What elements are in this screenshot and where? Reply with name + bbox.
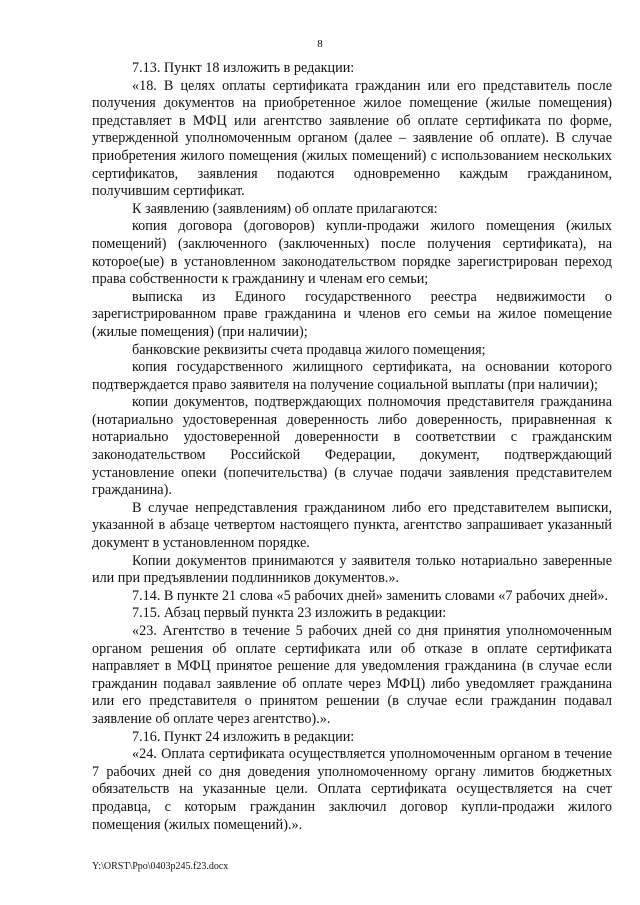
paragraph: копия договора (договоров) купли-продажи жилого помещения (жилых помещений) (заключенного (заключенных) после получения сертификата), на которое(ые) в установленном законодательством порядке зарегистрирован переход права собственности к гражданину и членам его семьи; xyxy=(92,218,612,288)
document-body xyxy=(92,60,612,834)
paragraph: «24. Оплата сертификата осуществляется уполномоченным органом в течение 7 рабочих дней со дня доведения уполномоченному органу лимитов бюджетных обязательств на указанные цели. Оплата сертификата осуществляется на счет продавца, с которым гражданин заключил договор купли-продажи жилого помещения (жилых помещений).». xyxy=(92,746,612,833)
paragraph: банковские реквизиты счета продавца жилого помещения; xyxy=(132,341,486,358)
paragraph: копии документов, подтверждающих полномочия представителя гражданина (нотариально удостоверенная доверенность либо доверенность, приравненная к нотариально удостоверенной доверенности в соответствии с гражданским законодательством Российской Федерации, документ, подтверждающий установление опеки (попечительства) (в случае подачи заявления представителем гражданина). xyxy=(92,394,612,499)
paragraph: 7.13. Пункт 18 изложить в редакции: xyxy=(132,60,355,76)
paragraph: Копии документов принимаются у заявителя только нотариально заверенные или при предъявлении подлинников документов.». xyxy=(92,552,612,587)
paragraph: 7.16. Пункт 24 изложить в редакции: xyxy=(132,728,355,745)
file-path-footer: Y:\ORST\Ppo\0403p245.f23.docx xyxy=(92,861,229,872)
paragraph: 7.15. Абзац первый пункта 23 изложить в редакции: xyxy=(132,605,447,622)
paragraph: В случае непредставления гражданином либо его представителем выписки, указанной в абзаце четвертом настоящего пункта, агентство запрашивает указанный документ в установленном порядке. xyxy=(92,499,612,552)
paragraph: выписка из Единого государственного реестра недвижимости о зарегистрированном праве гражданина и членов его семьи на жилое помещение (жилые помещения) (при наличии); xyxy=(92,288,612,340)
paragraph: «18. В целях оплаты сертификата гражданин или его представитель после получения документов на приобретенное жилое помещение (жилые помещения) представляет в МФЦ или агентство заявление об оплате сертификата по форме, утвержденной уполномоченным органом (далее – заявление об оплате). В случае приобретения жилого помещения (жилых помещений) с использованием нескольких сертификатов, заявления подаются одновременно каждым гражданином, получившим сертификат. xyxy=(92,77,612,200)
paragraph: «23. Агентство в течение 5 рабочих дней со дня принятия уполномоченным органом решения об оплате сертификата или об отказе в оплате сертификата направляет в МФЦ принятое решение для уведомления гражданина (в случае если гражданин подавал заявление об оплате через МФЦ) либо уведомляет гражданина или его представителя о принятом решении (в случае если гражданин подавал заявление об оплате через агентство).». xyxy=(92,623,612,727)
paragraph: копия государственного жилищного сертификата, на основании которого подтверждается право заявителя на получение социальной выплаты (при наличии); xyxy=(92,359,612,393)
paragraph: К заявлению (заявлениям) об оплате прилагаются: xyxy=(132,200,438,217)
page-number: 8 xyxy=(317,38,323,50)
paragraph: 7.14. В пункте 21 слова «5 рабочих дней» заменить словами «7 рабочих дней». xyxy=(132,587,609,604)
